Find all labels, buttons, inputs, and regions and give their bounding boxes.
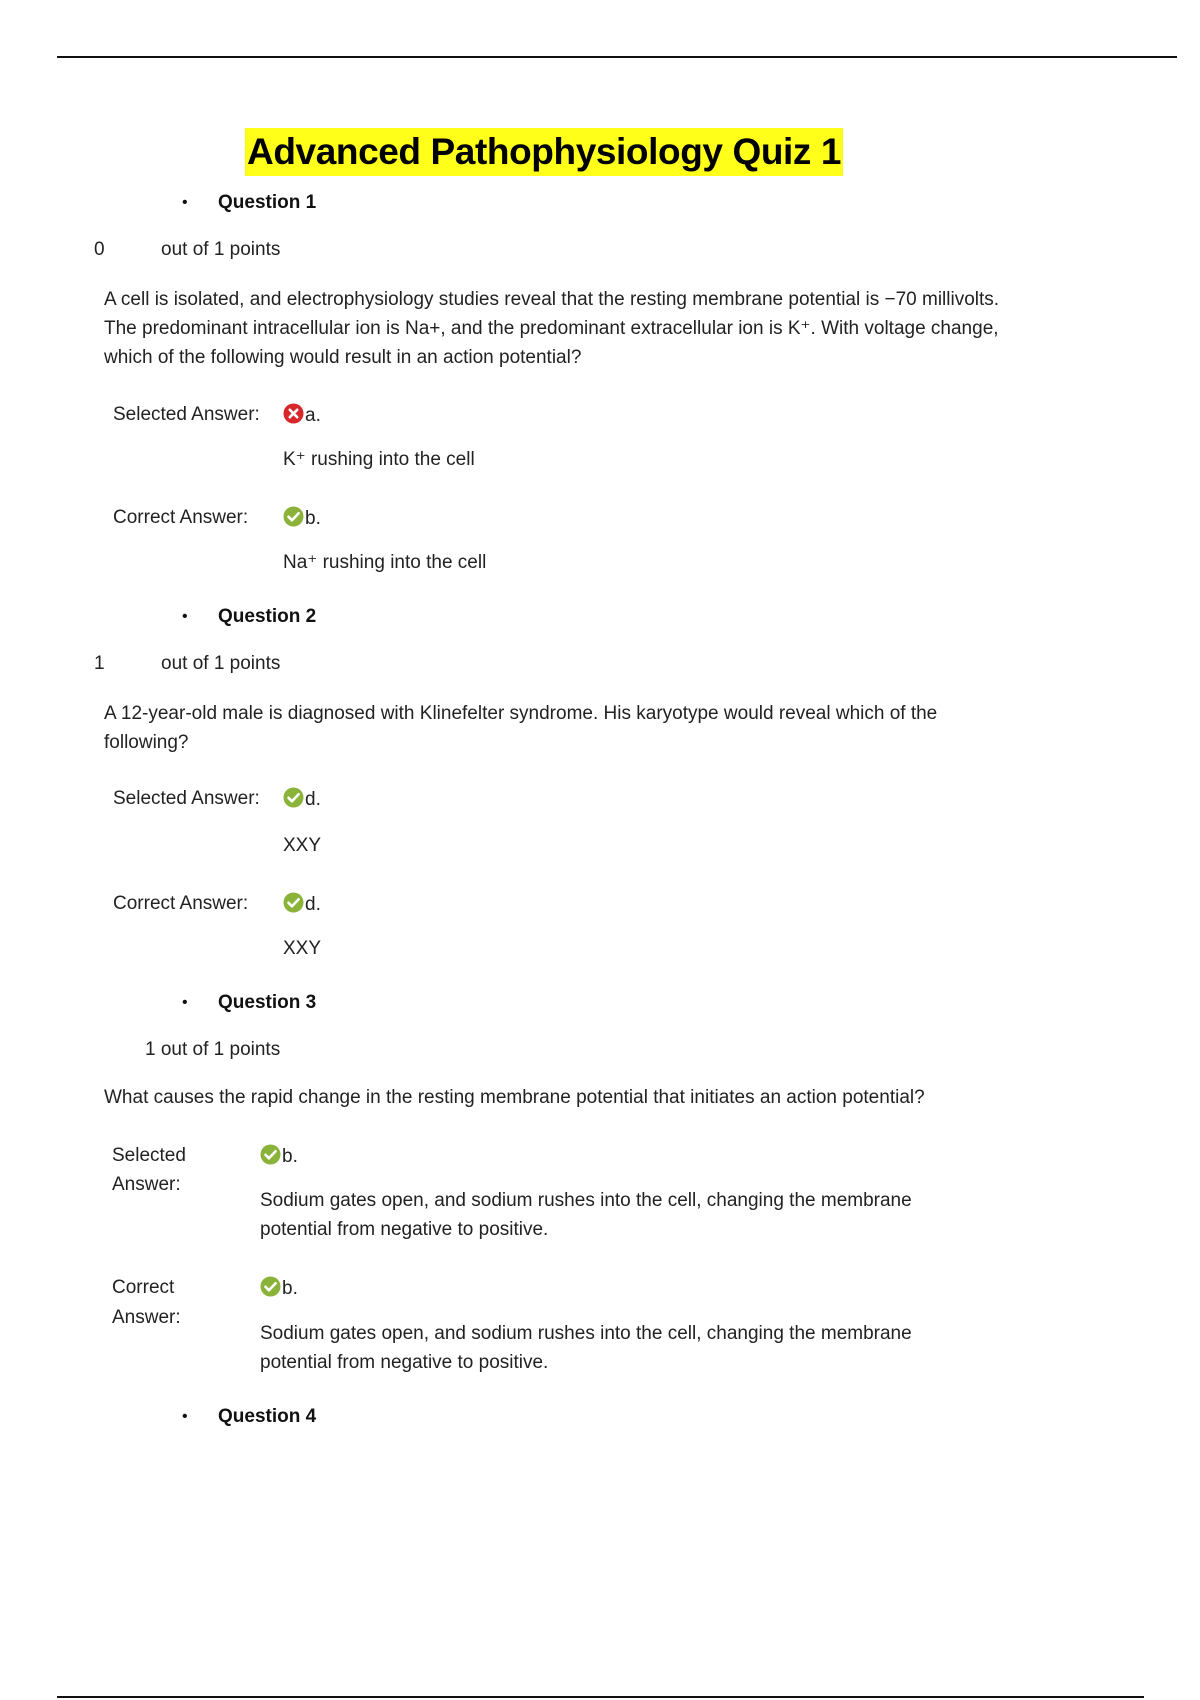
bullet-icon: • [182,608,188,625]
correct-answer-letter: d. [305,894,321,915]
question-text: A cell is isolated, and electrophysiology studies reveal that the resting membrane potential is −70 millivolts. The predominant intracellular ion is Na+, and the predominant extracellular ion is K⁺. With voltage change, which of the following would result in an action potential? [104,289,1000,368]
selected-answer-label: Selected Answer: [113,788,260,809]
selected-answer-text: Sodium gates open, and sodium rushes into the cell, changing the membrane potential from negative to positive. [260,1190,912,1240]
top-rule [57,56,1177,58]
correct-answer-choice [260,1276,298,1301]
correct-check-icon [260,1276,281,1297]
incorrect-x-icon [283,403,304,424]
correct-check-icon [283,892,304,913]
question-heading: Question 2 [218,606,317,627]
question-heading: Question 1 [218,192,317,213]
correct-answer-label: Correct Answer: [113,507,249,528]
selected-answer-label: Selected Answer: [113,404,260,425]
correct-answer-text: Sodium gates open, and sodium rushes into the cell, changing the membrane potential from negative to positive. [260,1323,912,1373]
correct-answer-label: Correct Answer: [113,893,249,914]
correct-answer-letter: b. [305,508,321,529]
bullet-icon: • [182,194,188,211]
bottom-rule [57,1696,1144,1698]
question-score: 1 [94,653,105,674]
selected-answer-text: K⁺ rushing into the cell [283,449,475,470]
question-points: out of 1 points [161,653,281,674]
selected-answer-choice [260,1144,298,1169]
selected-answer-label-line2: Answer: [112,1174,181,1195]
correct-check-icon [283,506,304,527]
selected-answer-letter: a. [305,405,321,426]
selected-answer-choice [283,403,321,428]
selected-answer-letter: b. [282,1146,298,1167]
question-score: 0 [94,239,105,260]
question-heading: Question 3 [218,992,317,1013]
correct-answer-label: Correct [112,1277,175,1298]
selected-answer-label: Selected [112,1145,186,1166]
correct-answer-choice [283,892,321,917]
selected-answer-letter: d. [305,789,321,810]
question-points: 1 out of 1 points [145,1039,281,1060]
question-text: What causes the rapid change in the resting membrane potential that initiates an action potential? [104,1087,925,1108]
correct-answer-text: Na⁺ rushing into the cell [283,552,487,573]
correct-answer-label-line2: Answer: [112,1307,181,1328]
question-points: out of 1 points [161,239,281,260]
page-title: Advanced Pathophysiology Quiz 1 [245,128,843,176]
correct-answer-letter: b. [282,1278,298,1299]
selected-answer-text: XXY [283,835,322,856]
bullet-icon: • [182,1408,188,1425]
question-heading: Question 4 [218,1406,317,1427]
correct-answer-text: XXY [283,938,322,959]
selected-answer-choice [283,787,321,812]
correct-check-icon [260,1144,281,1165]
correct-answer-choice [283,506,321,531]
correct-check-icon [283,787,304,808]
bullet-icon: • [182,994,188,1011]
question-text: A 12-year-old male is diagnosed with Klinefelter syndrome. His karyotype would reveal which of the following? [104,703,938,753]
